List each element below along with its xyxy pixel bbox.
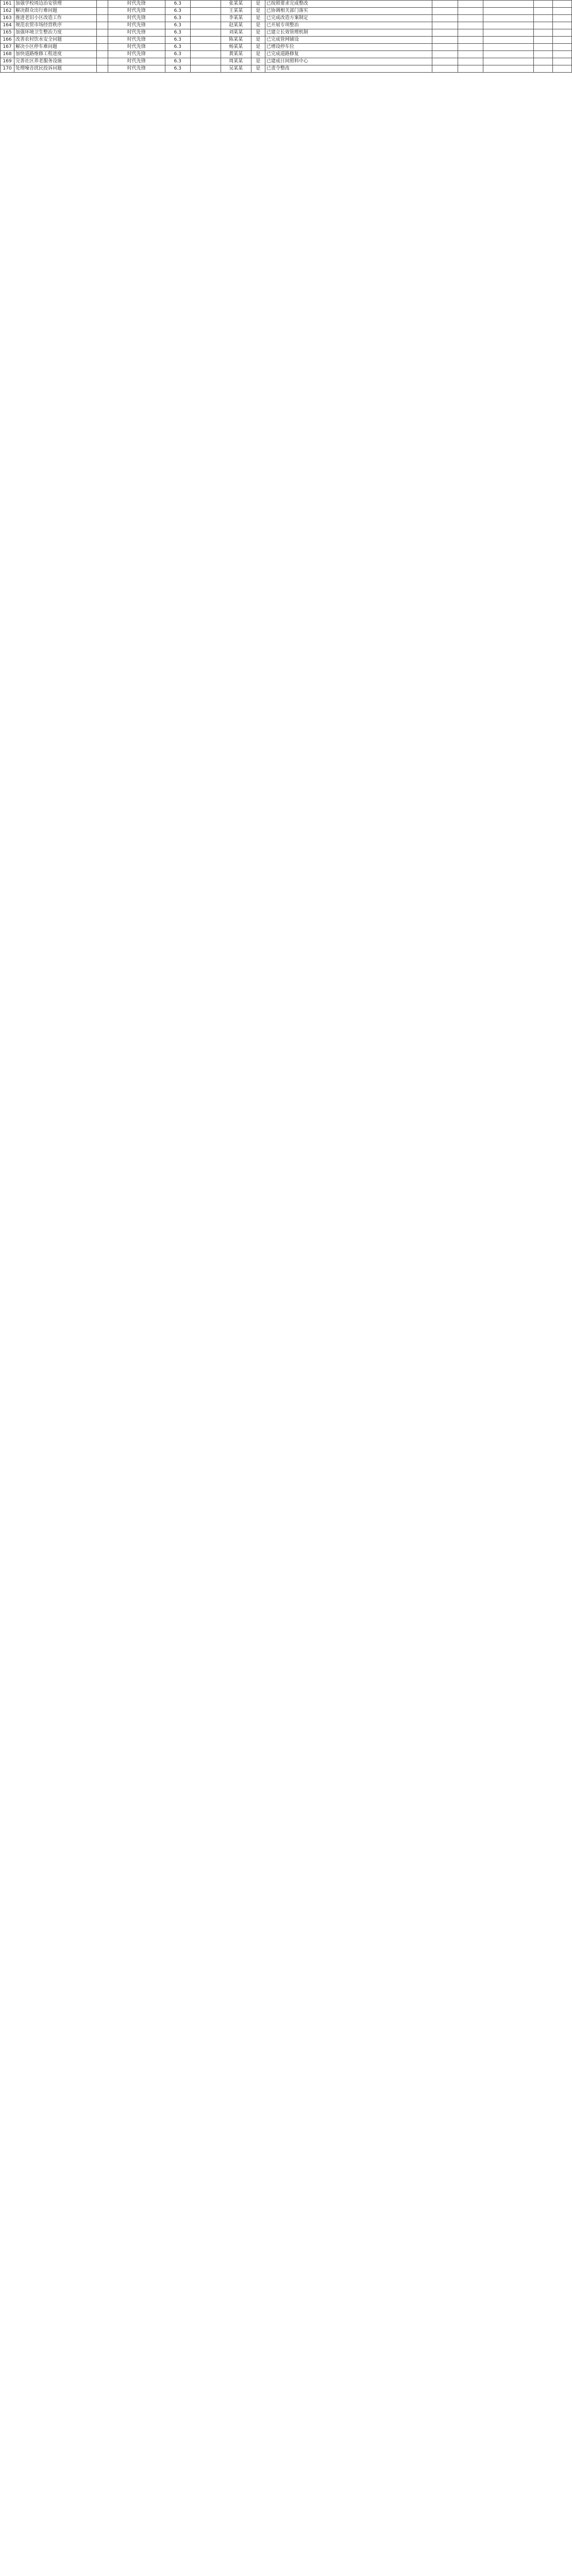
table-cell: [483, 44, 533, 51]
table-cell: 时代先锋: [108, 15, 165, 22]
table-cell: [534, 65, 553, 73]
table-cell: 时代先锋: [108, 51, 165, 58]
table-cell: [96, 22, 108, 29]
table-cell: 是: [251, 44, 265, 51]
table-body: [1, 1, 572, 73]
table-cell: 改善农村饮水安全问题: [14, 37, 97, 44]
table-cell: 已完成道路修复: [265, 51, 432, 58]
table-cell: 张某某: [221, 1, 251, 8]
table-cell: [534, 44, 553, 51]
table-cell: [458, 1, 483, 8]
table-cell: [534, 1, 553, 8]
table-cell: [458, 29, 483, 37]
table-cell: [458, 8, 483, 15]
table-cell: 163: [1, 15, 14, 22]
table-cell: [432, 8, 458, 15]
table-cell: 已开展专项整治: [265, 22, 432, 29]
table-cell: 162: [1, 8, 14, 15]
table-cell: 已协调相关部门落实: [265, 8, 432, 15]
table-cell: [534, 51, 553, 58]
table-cell: 规范农贸市场经营秩序: [14, 22, 97, 29]
table-cell: 时代先锋: [108, 8, 165, 15]
table-cell: [432, 51, 458, 58]
table-cell: 时代先锋: [108, 58, 165, 65]
table-cell: [458, 15, 483, 22]
complaint-table: [0, 0, 572, 73]
document-page: [0, 0, 572, 73]
table-cell: [553, 65, 572, 73]
table-cell: [483, 37, 533, 44]
table-cell: [553, 58, 572, 65]
table-cell: [483, 8, 533, 15]
table-cell: [96, 8, 108, 15]
table-cell: 李某某: [221, 15, 251, 22]
table-cell: [190, 37, 221, 44]
table-cell: 是: [251, 15, 265, 22]
table-cell: 6.3: [165, 1, 190, 8]
table-cell: [458, 65, 483, 73]
table-cell: 时代先锋: [108, 44, 165, 51]
table-cell: 已建立长效管理机制: [265, 29, 432, 37]
table-cell: [483, 58, 533, 65]
table-cell: 加快道路维修工程进度: [14, 51, 97, 58]
table-cell: [190, 58, 221, 65]
table-cell: 杨某某: [221, 44, 251, 51]
table-cell: 刘某某: [221, 29, 251, 37]
table-cell: 6.3: [165, 65, 190, 73]
table-cell: 已完成改造方案制定: [265, 15, 432, 22]
table-row: [1, 65, 572, 73]
table-cell: 已责令整改: [265, 65, 432, 73]
table-cell: [96, 37, 108, 44]
table-cell: [534, 58, 553, 65]
table-cell: [96, 15, 108, 22]
table-cell: 6.3: [165, 29, 190, 37]
table-cell: 加强环境卫生整治力度: [14, 29, 97, 37]
table-cell: 6.3: [165, 51, 190, 58]
table-cell: [534, 29, 553, 37]
table-cell: 168: [1, 51, 14, 58]
table-cell: 6.3: [165, 8, 190, 15]
table-row: [1, 15, 572, 22]
table-cell: [534, 8, 553, 15]
table-cell: 165: [1, 29, 14, 37]
table-cell: [553, 8, 572, 15]
table-cell: 时代先锋: [108, 65, 165, 73]
table-cell: [432, 65, 458, 73]
table-cell: 黄某某: [221, 51, 251, 58]
table-row: [1, 37, 572, 44]
table-cell: [534, 15, 553, 22]
table-cell: 陈某某: [221, 37, 251, 44]
table-cell: [553, 29, 572, 37]
table-cell: 166: [1, 37, 14, 44]
table-cell: [458, 44, 483, 51]
table-cell: [190, 15, 221, 22]
table-cell: 已按照要求完成整改: [265, 1, 432, 8]
table-cell: 时代先锋: [108, 37, 165, 44]
table-cell: 6.3: [165, 22, 190, 29]
table-cell: [458, 22, 483, 29]
table-cell: 170: [1, 65, 14, 73]
table-cell: [432, 58, 458, 65]
table-cell: [534, 37, 553, 44]
table-cell: 推进老旧小区改造工作: [14, 15, 97, 22]
table-cell: [190, 65, 221, 73]
table-cell: 处理噪音扰民投诉问题: [14, 65, 97, 73]
table-row: [1, 29, 572, 37]
table-cell: [432, 1, 458, 8]
table-cell: 167: [1, 44, 14, 51]
table-cell: [96, 65, 108, 73]
table-cell: [96, 58, 108, 65]
table-cell: 周某某: [221, 58, 251, 65]
table-cell: 是: [251, 29, 265, 37]
table-cell: 吴某某: [221, 65, 251, 73]
table-cell: 赵某某: [221, 22, 251, 29]
table-cell: [190, 44, 221, 51]
table-cell: 是: [251, 22, 265, 29]
table-cell: [432, 22, 458, 29]
table-cell: [432, 15, 458, 22]
table-cell: [483, 1, 533, 8]
table-cell: [96, 51, 108, 58]
table-cell: [483, 51, 533, 58]
table-cell: 时代先锋: [108, 29, 165, 37]
table-cell: 6.3: [165, 58, 190, 65]
table-cell: 169: [1, 58, 14, 65]
table-cell: [96, 44, 108, 51]
table-row: [1, 51, 572, 58]
table-row: [1, 44, 572, 51]
table-cell: 是: [251, 1, 265, 8]
table-cell: 164: [1, 22, 14, 29]
table-cell: [190, 51, 221, 58]
table-cell: [483, 15, 533, 22]
table-cell: [432, 44, 458, 51]
table-cell: [483, 29, 533, 37]
table-cell: 已建成日间照料中心: [265, 58, 432, 65]
table-cell: [553, 22, 572, 29]
table-cell: 时代先锋: [108, 22, 165, 29]
table-cell: [190, 8, 221, 15]
table-cell: 加强学校周边治安管理: [14, 1, 97, 8]
table-cell: 是: [251, 58, 265, 65]
table-cell: [458, 37, 483, 44]
table-cell: [458, 51, 483, 58]
table-row: [1, 1, 572, 8]
table-cell: 解决群众出行难问题: [14, 8, 97, 15]
table-cell: [96, 1, 108, 8]
table-cell: 6.3: [165, 37, 190, 44]
table-cell: 完善社区养老服务设施: [14, 58, 97, 65]
table-cell: [432, 37, 458, 44]
table-cell: 是: [251, 51, 265, 58]
table-cell: 王某某: [221, 8, 251, 15]
table-row: [1, 22, 572, 29]
table-cell: [190, 22, 221, 29]
table-cell: 是: [251, 37, 265, 44]
table-cell: [190, 1, 221, 8]
table-cell: [553, 1, 572, 8]
table-cell: [190, 29, 221, 37]
table-cell: 6.3: [165, 44, 190, 51]
table-cell: 是: [251, 65, 265, 73]
table-cell: [483, 22, 533, 29]
table-cell: [553, 37, 572, 44]
table-cell: [483, 65, 533, 73]
table-cell: 是: [251, 8, 265, 15]
table-cell: 161: [1, 1, 14, 8]
table-cell: 6.3: [165, 15, 190, 22]
table-cell: [553, 51, 572, 58]
table-cell: 解决小区停车难问题: [14, 44, 97, 51]
table-cell: [432, 29, 458, 37]
table-cell: [553, 15, 572, 22]
table-cell: [534, 22, 553, 29]
table-cell: 已增设停车位: [265, 44, 432, 51]
table-cell: [458, 58, 483, 65]
table-cell: [553, 44, 572, 51]
table-cell: 已完成管网铺设: [265, 37, 432, 44]
table-row: [1, 8, 572, 15]
table-cell: [96, 29, 108, 37]
table-row: [1, 58, 572, 65]
table-cell: 时代先锋: [108, 1, 165, 8]
